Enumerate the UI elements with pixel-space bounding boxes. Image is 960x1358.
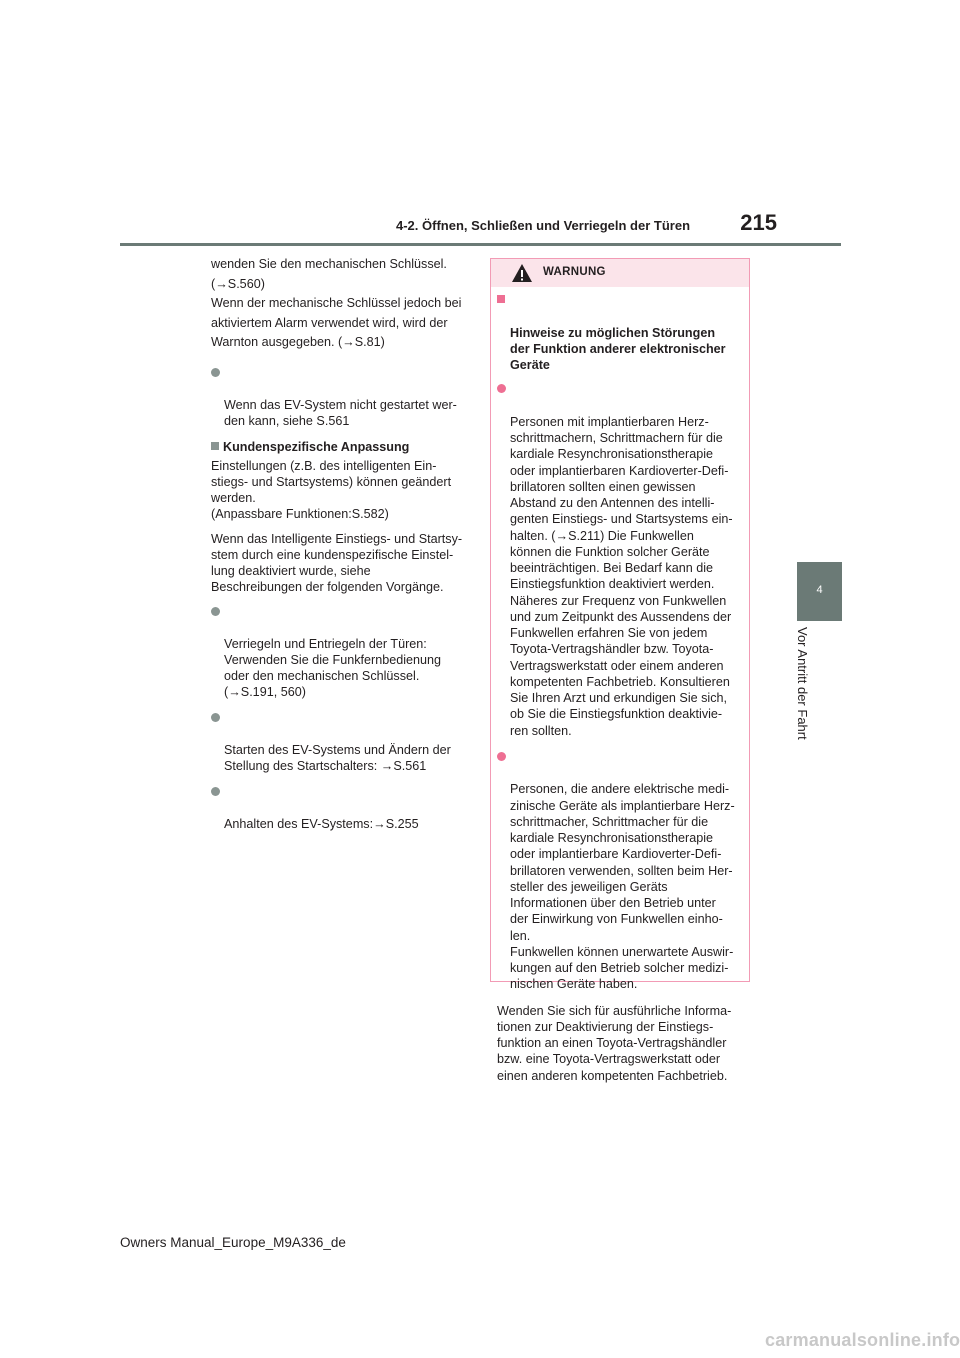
bullet-text: Verriegeln und Entriegeln der Türen: Verwenden Sie die Funkfernbedienung oder den mechanischen Schlüssel. (→S.191, 560) [224,636,442,699]
left-column [211,255,471,842]
warning-section-heading [497,292,741,373]
warning-body [491,287,749,1084]
warning-closing-text: Wenden Sie sich für ausführliche Informa- tionen zur Deaktivierung der Einstiegs- funktion an einen Toyota-Vertragshändler bzw. eine Toyota-Vertragswerkstatt oder einen anderen kompetenten Fachbetrieb. [497,1003,732,1083]
warning-title: WARNUNG [543,266,606,278]
warning-heading-text: Hinweise zu möglichen Störungen der Funktion anderer elektronischer Geräte [510,325,726,372]
chapter-label: Vor Antritt der Fahrt [795,627,810,740]
intro-line: Wenn der mechanische Schlüssel jedoch bei [211,296,462,311]
bullet-dot-icon [497,752,506,761]
bullet-dot-icon [497,384,506,393]
intro-line: wenden Sie den mechanischen Schlüssel. [211,257,447,271]
bullet-text: Anhalten des EV-Systems:→S.255 [224,816,419,831]
deactivated-text: Wenn das Intelligente Einstiegs- und Startsy- stem durch eine kundenspezifische Einstel- lung deaktiviert wurde, siehe Beschreibungen der folgenden Vorgänge. [211,531,463,594]
square-bullet-icon [497,295,505,303]
bullet-text: Personen, die andere elektrische medi- zinische Geräte als implantierbare Herz- schrittmacher, Schrittmacher für die kardiale Resynchronisationstherapie oder implantierbare Kardioverter-Defi- brillatoren verwenden, sollten beim Her- steller des jeweiligen Geräts Informationen über den Betrieb unter der Einwirkung von Funkwellen einho- len. Funkwellen können unerwartete Auswir- kungen auf den Betrieb solcher medizi- nischen Geräte haben. [510,782,735,992]
bullet-dot-icon [211,787,220,796]
list-item [497,749,741,993]
intro-line: Warnton ausgegeben. (→S.81) [211,335,385,350]
watermark: carmanualsonline.info [765,1330,960,1350]
section-heading [211,439,471,455]
bullet-text: Personen mit implantierbaren Herz- schrittmachern, Schrittmachern für die kardiale Resynchronisationstherapie oder implantierbaren Kardioverter-Defi- brillatoren sollten einen gewissen Abstand zu den Antennen des intelli- genten Einstiegs- und Startsystems ein- halten. (→S.211) Die Funkwellen können die Funktion solcher Geräte beeinträchtigen. Bei Bedarf kann die Einstiegsfunktion deaktiviert werden. Näheres zur Frequenz von Funkwellen und zum Zeitpunkt des Aussendens der Funkwellen erfahren Sie von jedem Toyota-Vertragshändler bzw. Toyota- Vertragswerkstatt oder einem anderen kompetenten Fachbetrieb. Konsultieren Sie Ihren Arzt und erkundigen Sie sich, ob Sie die Einstiegsfunktion deaktivie- ren sollten. [510,414,733,738]
bullet-text: Starten des EV-Systems und Ändern der Stellung des Startschalters: →S.561 [224,742,451,773]
header-rule [120,243,841,246]
footer-text: Owners Manual_Europe_M9A336_de [120,1235,346,1250]
intro-line: aktiviertem Alarm verwendet wird, wird der [211,315,448,330]
square-bullet-icon [211,442,219,450]
bullet-item-ev [211,365,471,429]
bullet-dot-icon [211,368,220,377]
list-item [211,784,471,832]
chapter-number: 4 [816,584,823,596]
chapter-tab [797,562,842,621]
bullet-text: Wenn das EV-System nicht gestartet wer- den kann, siehe S.561 [224,397,457,428]
list-item [211,710,471,774]
warning-triangle-icon [511,263,533,283]
bullet-dot-icon [211,607,220,616]
list-item [211,604,471,700]
section-heading-text: Kundenspezifische Anpassung [223,439,410,454]
custom-text: Einstellungen (z.B. des intelligenten Ein- stiegs- und Startsystems) können geändert werden. (Anpassbare Funktionen:S.582) [211,458,452,521]
warning-box [490,258,750,1083]
page-number: 215 [740,210,777,235]
section-title: 4-2. Öffnen, Schließen und Verriegeln der Türen [396,218,691,233]
list-item [497,381,741,739]
bullet-dot-icon [211,713,220,722]
intro-line: (→S.560) [211,276,265,291]
warning-header [491,259,749,287]
